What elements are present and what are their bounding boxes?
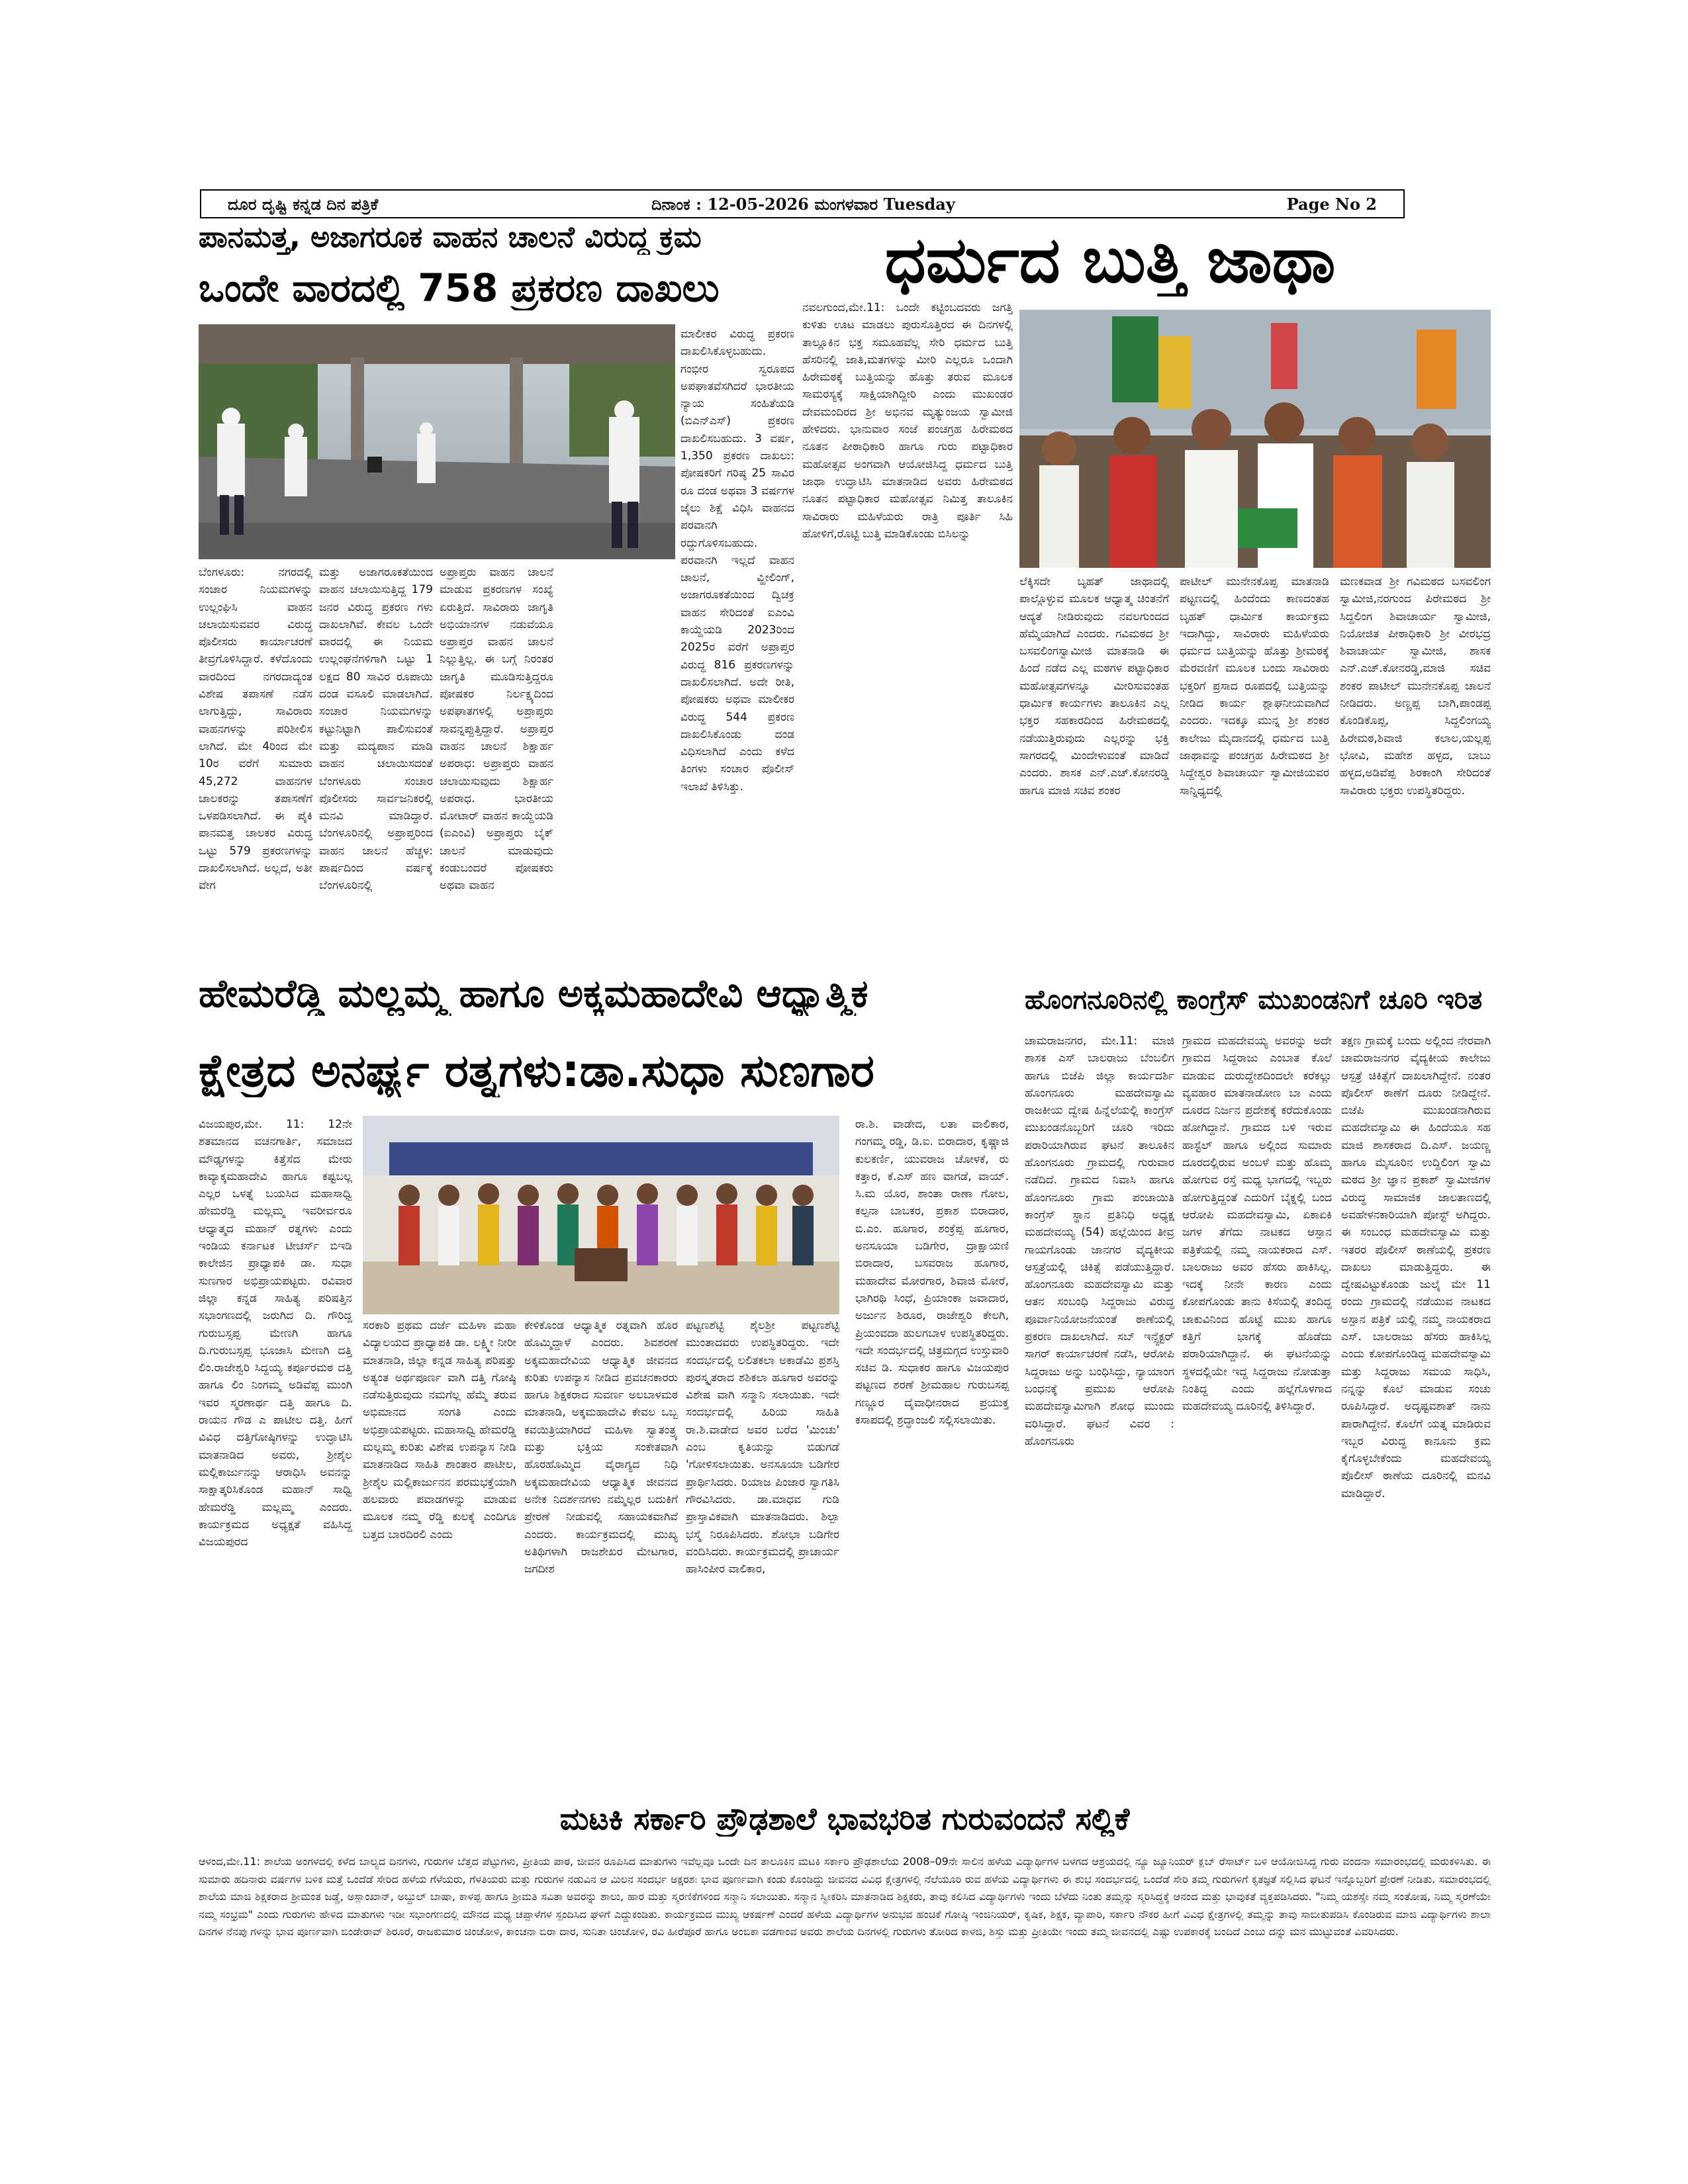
article4-headline: ಹೊಂಗನೂರಿನಲ್ಲಿ ಕಾಂಗ್ರೆಸ್ ಮುಖಂಡನಿಗೆ ಚೂರಿ ಇರಿತ [1025,985,1483,1015]
article3-col-3: ಕೇಳಿಕೊಂಡ ಆಧ್ಯಾತ್ಮಿಕ ರತ್ನವಾಗಿ ಹೊರ ಹೊಮ್ಮಿದ್ದಾಳೆ ಎಂದರು. ಶಿವಶರಣೆ ಅಕ್ಕಮಹಾದೇವಿಯ ಆಧ್ಯಾತ್ಮಿಕ ಜೀವನದ ಕುರಿತು ಉಪನ್ಯಾಸ ನೀಡಿದ ಪ್ರವಚನಕಾರರು ಹಾಗೂ ಶಿಕ್ಷಕರಾದ ಸುವರ್ಣ ಅಲಬಾಳಮಠ ಮಾತನಾಡಿ, ಅಕ್ಕಮಹಾದೇವಿ ಕೇವಲ ಒಬ್ಬ ಕವಯಿತ್ರಿಯಾಗಿರದೆ ಮಹಿಳಾ ಸ್ವಾತಂತ್ರ್ಯ ಮತ್ತು ಭಕ್ತಿಯ ಸಂಕೇತವಾಗಿ ಹೊರಹೊಮ್ಮಿದ ವೈರಾಗ್ಯದ ನಿಧಿ ಅಕ್ಕಮಹಾದೇವಿಯ ಆಧ್ಯಾತ್ಮಿಕ ಜೀವನದ ಅನೇಕ ನಿದರ್ಶನಗಳು ನಮ್ಮೆಲ್ಲರ ಬದುಕಿಗೆ ಪ್ರೇರಣೆ ನೀಡುವಲ್ಲಿ ಸಹಾಯಕವಾಗಿವೆ ಎಂದರು. ಕಾರ್ಯಕ್ರಮದಲ್ಲಿ ಮುಖ್ಯ ಅತಿಥಿಗಳಾಗಿ ರಾಜಶೇಖರ ಮೇಟಗಾರ, ಜಗದೀಶ [524,1319,678,1576]
article3-col-1: ವಿಜಯಪುರ,ಮೇ. 11: 12ನೇ ಶತಮಾನದ ವಚನಗಾರ್ತಿ, ಸಮಾಜದ ಮೌಢ್ಯಗಳನ್ನು ಕಿತ್ತೆಸೆದ ಮೇರು ಕಾವ್ಯಾಕ್ಕಮಹಾದೇವಿ ಹಾಗೂ ಕಷ್ಟಬಲ್ಲ ಎಲ್ಲರ ಒಳತ್ನೆ ಬಯಸಿದ ಮಹಾಸಾಧ್ವಿ ಹೇಮರೆಡ್ಡಿ ಮಲ್ಲಮ್ಮ ಇವರೀರ್ವರೂ ಆಧ್ಯಾತ್ಮದ ಮಹಾನ್ ರತ್ನಗಳು ಎಂದು ಇಂಡಿಯ ಕರ್ನಾಟಕ ಟೀಚರ್ಸ್ ಬಿಇಡಿ ಕಾಲೇಜಿನ ಪ್ರಾಧ್ಯಾಪಕಿ ಡಾ. ಸುಧಾ ಸುಣಗಾರ ಅಭಿಪ್ರಾಯಪಟ್ಟರು. ರವಿವಾರ ಜಿಲ್ಲಾ ಕನ್ನಡ ಸಾಹಿತ್ಯ ಪರಿಷತ್ತಿನ ಸಭಾಂಗಣದಲ್ಲಿ ಜರುಗಿದ ದಿ. ಗೌರಿದ್ದ ಗುರುಬಸ್ಸಪ್ಪ ಮೇಣಗಿ ಹಾಗೂ ದಿ.ಗುರುಬಸ್ಸಪ್ಪ ಭೂಜಾಸಿ ಮೇಣಗಿ ದತ್ತಿ ಲಿಂ.ರಾಜೇಶ್ವರಿ ಸಿದ್ದಯ್ಯ ಕರ್ಪೂರಮಠ ದತ್ತಿ ಹಾಗೂ ಲಿಂ ನಿಂಗಮ್ಮ ಅಡಿವೆಪ್ಪ ಮುಂಗಿ ಇವರ ಸ್ಮರಣಾರ್ಥ ದತ್ತಿ ಹಾಗೂ ದಿ. ರಾಯನ ಗೌಡ ಎ ಪಾಟೀಲ ದತ್ತಿ. ಹೀಗೆ ವಿವಿಧ ದತ್ತಿಗೋಷ್ಠಿಗಳನ್ನು ಉದ್ಘಾಟಿಸಿ ಮಾತನಾಡಿದ ಅವರು, ಶ್ರೀಶೈಲ ಮಲ್ಲಿಕಾರ್ಜುನನ್ನು ಆರಾಧಿಸಿ ಅವನನ್ನು ಸಾಕ್ಷಾತ್ಕರಿಸಿಕೊಂಡ ಮಹಾನ್ ಸಾಧ್ವಿ ಹೇಮರೆಡ್ಡಿ ಮಲ್ಲಮ್ಮ ಎಂದರು. ಕಾರ್ಯಕ್ರಮದ ಅಧ್ಯಕ್ಷತೆ ವಹಿಸಿದ್ದ ವಿಜಯಪುರದ [199,1118,352,1549]
article2-col-1: ನವಲಗುಂದ,ಮೇ.11: ಒಂದೇ ಕಟ್ಟಿಂಬದವರು ಜಗತ್ತಿ ಕುಳಿತು ಊಟ ಮಾಡಲು ಪುರುಸೊತ್ತಿರದ ಈ ದಿನಗಳಲ್ಲಿ ತಾಲ್ಲೂಕಿನ ಭಕ್ತ ಸಮೂಹವೆಲ್ಲ ಸೇರಿ ಧರ್ಮದ ಬುತ್ತಿ ಹೆಸರಿನಲ್ಲಿ ಜಾತಿ,ಮತಗಳನ್ನು ಮೀರಿ ಎಲ್ಲರೂ ಒಂದಾಗಿ ಹಿರೇಮಠಕ್ಕೆ ಬುತ್ತಿಯನ್ನು ಹೊತ್ತು ತರುವ ಮೂಲಕ ಸಾಮರಸ್ಯಕ್ಕೆ ಸಾಕ್ಷಿಯಾಗಿದ್ದೀರಿ ಎಂದು ಮುಖಂಡರ ದೇವಮಂದಿರದ ಶ್ರೀ ಅಭಿನವ ಮೃತ್ಯುಂಜಯ ಸ್ವಾಮೀಜಿ ಹೇಳಿದರು. ಭಾನುವಾರ ಸಂಜೆ ಪಂಚಗ್ರಹ ಹಿರೇಮಠದ ನೂತನ ಪೀಠಾಧಿಕಾರಿ ಹಾಗೂ ಗುರು ಪಟ್ಟಾಧಿಕಾರ ಮಹೋತ್ಸವ ಅಂಗವಾಗಿ ಆಯೋಜಿಸಿದ್ದ ಧರ್ಮದ ಬುತ್ತಿ ಜಾಥಾ ಉದ್ಘಾಟಿಸಿ ಮಾತನಾಡಿದ ಅವರು ಹಿರೇಮಠದ ನೂತನ ಪಟ್ಟಾಧಿಕಾರ ಮಹೋತ್ಸವ ನಿಮಿತ್ತ ತಾಲೂಕಿನ ಸಾವಿರಾರು ಮಹಿಳೆಯರು ರಾತ್ರಿ ಪೂರ್ತಿ ಸಿಹಿ ಹೋಳಿಗೆ,ರೊಟ್ಟಿ ಬುತ್ತಿ ಮಾಡಿಕೊಂಡು ಬಿಸಿಲನ್ನು [802,301,1013,541]
article2-headline: ಧರ್ಮದ ಬುತ್ತಿ ಜಾಥಾ [884,224,1336,297]
article5-headline: ಮಟಕಿ ಸರ್ಕಾರಿ ಪ್ರೌಢಶಾಲೆ ಭಾವಭರಿತ ಗುರುವಂದನೆ ಸಲ್ಲಿಕೆ [559,1801,1130,1837]
article5-body: ಆಳಂದ,ಮೇ.11: ಶಾಲೆಯ ಅಂಗಳದಲ್ಲಿ ಕಳೆದ ಬಾಲ್ಯದ ದಿನಗಳು, ಗುರುಗಳ ಬೆತ್ತದ ಪೆಟ್ಟುಗಳು, ಪ್ರೀತಿಯ ಪಾಠ, ಜೀವನ ರೂಪಿಸಿದ ಮಾತುಗಳು ಇವೆಲ್ಲವೂ ಒಂದೇ ದಿನ ತಾಲೂಕಿನ ಮಟಕಿ ಸರ್ಕಾರಿ ಪ್ರೌಢಶಾಲೆಯ 2008–09ನೇ ಸಾಲಿನ ಹಳೆಯ ವಿದ್ಯಾರ್ಥಿಗಳ ಬಳಗದ ಆಶ್ರಯದಲ್ಲಿ ನ್ಯೂ ಜ್ಯೂನಿಯರ್ ಕ್ಲಬ್ ರೆಸಾರ್ಟ್ ಬಳಿ ಆಯೋಜಿಸಿದ್ದ ಗುರು ವಂದನಾ ಸಮಾರಂಭದಲ್ಲಿ ಮರುಕಳಿಸಿತು. ಈ ಸುಮಾರು ಹದಿನಾರು ವರ್ಷಗಳ ಬಳಿಕ ಮತ್ತೆ ಒಂದೆಡೆ ಸೇರಿದ ಹಳೆಯ ಗೆಳೆಯರು, ಗೆಳತಿಯರು ಮತ್ತು ಗುರುಗಳ ನಡುವಿನ ಆ ಮಿಲನ ಸಂದರ್ಭ ಅಕ್ಷರಶಃ ಭಾವ ಪೂರ್ಣವಾಗಿ ಕಂಡು ಕೊಂಡಿದ್ದು ಜೀವನದ ವಿವಿಧ ಕ್ಷೇತ್ರಗಳಲ್ಲಿ ನೆಲೆಯೂರಿ ರುವ ಹಳೆಯ ವಿದ್ಯಾರ್ಥಿಗಳು ಈ ಶುಭ ಸಂದರ್ಭದಲ್ಲಿ ಒಂದೆಡೆ ಸೇರಿ ತಮ್ಮ ಗುರುಗಳಿಗೆ ಕೃತಜ್ಞತೆ ಸಲ್ಲಿಸಿದ ಘಟನೆ ಇನ್ನೊಬ್ಬರಿಗೆ ಪ್ರೇರಣೆ ನೀಡಿತು. ಸಮಾರಂಭದಲ್ಲಿ ಶಾಲೆಯ ಮಾಜಿ ಶಿಕ್ಷಕರಾದ ಶ್ರೀಮಂತ ಜಡ್ಡೆ, ಅಸ್ಲಾಂಖಾನ್, ಅಬ್ದುಲ್ ಬಾಷಾ, ಕಾಳಪ್ಪ ಹಾಗೂ ಶ್ರೀಮತಿ ಸವಿತಾ ಅವರನ್ನು ಶಾಲು, ಹಾರ ಮತ್ತು ಸ್ಮರಣಿಕೆಗಳಿಂದ ಸನ್ಮಾನಿ ಸಲಾಯಿತು. ಸನ್ಮಾನ ಸ್ವೀಕರಿಸಿ ಮಾತನಾಡಿದ ಶಿಕ್ಷಕರು, ತಾವು ಕಲಿಸಿದ ವಿದ್ಯಾರ್ಥಿಗಳು ಇಂದು ಬೆಳೆದು ನಿಂತು ತಮ್ಮನ್ನು ಸ್ಮರಿಸಿದ್ದಕ್ಕೆ ಆನಂದ ಮತ್ತು ಭಾವುಕತೆ ವ್ಯಕ್ತಪಡಿಸಿದರು. "ನಿಮ್ಮ ಯಶಸ್ಸೇ ನಮ್ಮ ಸಂತೋಷ, ನಿಮ್ಮ ಸ್ಮರಣೆಯೇ ನಮ್ಮ ಸಂಭ್ರಮ" ಎಂದು ಗುರುಗಳು ಹೇಳಿದ ಮಾತುಗಳು ಇಡೀ ಸಭಾಂಗಣದಲ್ಲಿ ಮೌನದ ಮಧ್ಯ ಚಪ್ಪಾಳೆಗಳ ಸ್ಪಂದಿಸಿದ ಘಳಿಗೆ ಎದ್ದುಕಂಡಿತು. ಕಾರ್ಯಕ್ರಮದ ಮುಖ್ಯ ಆಕರ್ಷಣೆ ಎಂದರೆ ಹಳೆಯ ವಿದ್ಯಾರ್ಥಿಗಳ ಅನುಭವ ಹಂಚಿಕೆ ಗೋಷ್ಠಿ ಇಂಜಿನಿಯರ್, ಕೃಷಿಕ, ಶಿಕ್ಷಕ, ವ್ಯಾಪಾರಿ, ಸರ್ಕಾರಿ ನೌಕರ ಹೀಗೆ ವಿವಿಧ ಕ್ಷೇತ್ರಗಳಲ್ಲಿ ತಮ್ಮನ್ನು ತಾವು ಸಾಬೀತುಪಡಿಸಿ ಕೊಂಡಿರುವ ಮಾಜಿ ವಿದ್ಯಾರ್ಥಿಗಳು ಶಾಲಾ ದಿನಗಳ ನೆನಪು ಗಳನ್ನು ಭಾವ ಪೂರ್ಣವಾಗಿ ಬಿಂಡೇರಾವ್ ಶಿರೂರೆ, ರಾಜಕುಮಾರ ಚಿಂಚೋಳಿ, ಕಾಂಚನಾ ಬಿರಾ ದಾರ, ಸುನಿತಾ ಚಿಂಚೋಳಿ, ರವಿ ಹೀರೆಪೂರೆ ಹಾಗೂ ಅಂಬಿಕಾ ವಡಗಾಂವ ಅವರು ಶಾಲೆಯ ದಿನಗಳಲ್ಲಿ ಗುರುಗಳು ತೋರಿದ ಕಾಳಜಿ, ಶಿಸ್ತು ಮತ್ತು ಪ್ರೀತಿಯೇ ಇಂದು ತಮ್ಮ ಜೀವನದಲ್ಲಿ ಎಷ್ಟು ಉಪಕಾರಕ್ಕೆ ಬಂದಿದೆ ಎಂಬು ದನ್ನು ಮನ ಮುಟ್ಟುವಂತೆ ವಿವರಿಸಿದರು. [199,1855,1491,1938]
article2-col-4: ಮಣಕವಾಡ ಶ್ರೀ ಗವಿಮಠದ ಬಸವಲಿಂಗ ಸ್ವಾಮೀಜಿ,ನರಗುಂದ ಪಿರೇಮಠದ ಶ್ರೀ ಸಿದ್ದಲಿಂಗ ಶಿವಾಚಾರ್ಯ ಸ್ವಾಮೀಜಿ, ನಿಯೋಜಿತ ಪೀಠಾಧಿಕಾರಿ ಶ್ರೀ ವೀರಭದ್ರ ಶಿವಾಚಾರ್ಯ ಸ್ವಾಮೀಜಿ, ಶಾಸಕ ಎನ್.ಎಚ್.ಕೋನರಡ್ಡಿ,ಮಾಜಿ ಸಚಿವ ಶಂಕರ ಪಾಟೀಲ್ ಮುನೇನಕೊಪ್ಪ ಚಾಲನೆ ನೀಡಿದರು. ಅಣ್ಣಪ್ಪ ಬಾಗಿ,ಪಾಂಡಪ್ಪ ಕೊಂಡಿಕೊಪ್ಪ, ಸಿದ್ದಲಿಂಗಯ್ಯ ಹಿರೇಮಠ,ಶಿವಾಜಿ ಕಲಾಲ,ಯಲ್ಲಪ್ಪ ಭೋವಿ, ಮಹೇಶ ಹಳ್ಳದ, ಬಾಬು ಹಳ್ಳದ,ಅಡಿವೆಪ್ಪ ಶಿರಕಾಂಗಿ ಸೇರಿದಂತೆ ಸಾವಿರಾರು ಭಕ್ತರು ಉಪಸ್ಥಿತರಿದ್ದರು. [1340,575,1491,797]
article4-col-2: ಗ್ರಾಮದ ಮಹದೇವಯ್ಯ ಅವರನ್ನು ಅದೇ ಗ್ರಾಮದ ಸಿದ್ದರಾಜು ಎಂಬಾತ ಕೊಲೆ ಮಾಡುವ ದುರುದ್ದೇಶದಿಂದಲೇ ಕರೆಕಲ್ಲು ವ್ಯವಹಾರ ಮಾತನಾಡೋಣ ಬಾ ಎಂದು ದೂರದ ನಿರ್ಜನ ಪ್ರದೇಶಕ್ಕೆ ಕರೆದುಕೊಂಡು ಹೋಗಿದ್ದಾನೆ. ಗ್ರಾಮದ ಬಳಿ ಇರುವ ಹಾಸ್ಟೆಲ್ ಹಾಗೂ ಅಲ್ಲಿಂದ ಸುಮಾರು ದೂರದಲ್ಲಿರುವ ಅಂಬಳೆ ಮತ್ತು ಹೊಮ್ಮ ಹೋಗುವ ರಸ್ತೆ ಮಧ್ಯ ಭಾಗದಲ್ಲಿ ಇಬ್ಬರು ಹೋಗುತ್ತಿದ್ದಂತೆ ಎದುರಿಗೆ ಬೈಕ್ನಲ್ಲಿ ಬಂದ ಆರೋಪಿ ಮಹದೇವಸ್ವಾಮಿ, ಏಕಾಏಕಿ ಜಗಳ ತೆಗೆದು ನಾಟಕದ ಆಸ್ಪಾನ ಪತ್ರಿಕೆಯಲ್ಲಿ ನಮ್ಮ ನಾಯಕರಾದ ಎಸ್. ಬಾಲರಾಜು ಅವರ ಹೆಸರು ಹಾಕಿಸಿಲ್ಲ. ಇದಕ್ಕೆ ನೀನೇ ಕಾರಣ ಎಂದು ಕೋಪಗೊಂಡು ತಾನು ಕಿಸೆಯಲ್ಲಿ ತಂದಿದ್ದ ಚಾಕುವಿನಿಂದ ಹೊಟ್ಟೆ ಮುಖ ಹಾಗೂ ಕತ್ತಿಗೆ ಭಾಗಕ್ಕೆ ಹೊಡೆದು ಪರಾರಿಯಾಗಿದ್ದಾನೆ. ಈ ಘಟನೆಯನ್ನು ಸ್ಥಳದಲ್ಲಿಯೇ ಇದ್ದ ಸಿದ್ದರಾಜು ನೋಡುತ್ತಾ ನಿಂತಿದ್ದ ಎಂದು ಹಲ್ಲೆಗೊಳಗಾದ ಮಹದೇವಯ್ಯ ದೂರಿನಲ್ಲಿ ತಿಳಿಸಿದ್ದಾರೆ. [1182,1034,1332,1414]
article1-headline-line1: ಪಾನಮತ್ತ, ಅಜಾಗರೂಕ ವಾಹನ ಚಾಲನೆ ವಿರುದ್ಧ ಕ್ರಮ [199,221,702,254]
issue-date: ದಿನಾಂಕ : 12-05-2026 ಮಂಗಳವಾರ Tuesday [651,194,955,214]
article4-col-1: ಚಾಮರಾಜನಗರ, ಮೇ.11: ಮಾಜಿ ಶಾಸಕ ಎಸ್ ಬಾಲರಾಜು ಬೆಂಬಲಿಗ ಹಾಗೂ ಬಿಜೆಪಿ ಜಿಲ್ಲಾ ಕಾರ್ಯದರ್ಶಿ ಹೊಂಗನೂರು ಮಹದೇವಸ್ವಾಮಿ ರಾಜಕೀಯ ದ್ವೇಷ ಹಿನ್ನೆಲೆಯಲ್ಲಿ ಕಾಂಗ್ರೆಸ್ ಮುಖಂಡನೊಬ್ಬರಿಗೆ ಚೂರಿ ಇರಿದು ಪರಾರಿಯಾಗಿರುವ ಘಟನೆ ತಾಲೂಕಿನ ಹೊಂಗನೂರು ಗ್ರಾಮದಲ್ಲಿ ಗುರುವಾರ ನಡೆದಿದೆ. ಗ್ರಾಮದ ನಿವಾಸಿ ಹಾಗೂ ಹೊಂಗನೂರು ಗ್ರಾಮ ಪಂಚಾಯಿತಿ ಕಾಂಗ್ರೆಸ್ ಸ್ಥಾನ ಪ್ರತಿನಿಧಿ ಅಧ್ಯಕ್ಷ ಮಹದೇವಯ್ಯ (54) ಹಲ್ಲೆಯಿಂದ ತೀವ್ರ ಗಾಯಗೊಂಡು ಜಾನಗರ ವೈದ್ಯಕೀಯ ಆಸ್ಪತ್ರೆಯಲ್ಲಿ ಚಿಕಿತ್ಸೆ ಪಡೆಯುತ್ತಿದ್ದಾರೆ. ಹೊಂಗನೂರು ಮಹದೇವಸ್ವಾಮಿ ಮತ್ತು ಆತನ ಸಂಬಂಧಿ ಸಿದ್ದರಾಜು ವಿರುದ್ಧ ಪೂರ್ವಾನಿಯೋಜನೆಯಂತೆ ಠಾಣೆಯಲ್ಲಿ ಪ್ರಕರಣ ದಾಖಲಾಗಿದೆ. ಸಬ್ ಇನ್ಸ್ಪೆಕ್ಟರ್ ಸಾಗರ್ ಕಾರ್ಯಾಚರಣೆ ನಡೆಸಿ, ಆರೋಪಿ ಸಿದ್ದರಾಜು ಅನ್ನು ಬಂಧಿಸಿದ್ದು, ನ್ಯಾಯಾಂಗ ಬಂಧನಕ್ಕೆ ಪ್ರಮುಖ ಆರೋಪಿ ಮಹದೇವಸ್ವಾಮಿಗಾಗಿ ಶೋಧ ಮುಂದು ವರಿಸಿದ್ದಾರೆ. ಘಟನೆ ವಿವರ : ಹೊಂಗನೂರು [1025,1034,1174,1448]
article3-headline-line2: ಕ್ಷೇತ್ರದ ಅನರ್ಘ್ಯ ರತ್ನಗಳು:ಡಾ.ಸುಧಾ ಸುಣಗಾರ [199,1046,874,1097]
article1-col-1: ಬೆಂಗಳೂರು: ನಗರದಲ್ಲಿ ಸಂಚಾರ ನಿಯಮಗಳನ್ನು ಉಲ್ಲಂಘಿಸಿ ವಾಹನ ಚಲಾಯಿಸುವವರ ವಿರುದ್ಧ ಪೊಲೀಸರು ಕಾರ್ಯಾಚರಣೆ ತೀವ್ರಗೊಳಿಸಿದ್ದಾರೆ. ಕಳೆದೊಂದು ವಾರದಿಂದ ನಗರದಾದ್ಯಂತ ವಿಶೇಷ ತಪಾಸಣೆ ನಡೆಸ ಲಾಗುತ್ತಿದ್ದು, ಸಾವಿರಾರು ವಾಹನಗಳನ್ನು ಪರಿಶೀಲಿಸ ಲಾಗಿದೆ. ಮೇ 4ರಿಂದ ಮೇ 10ರ ವರೆಗೆ ಸುಮಾರು 45,272 ವಾಹನಗಳ ಚಾಲಕರನ್ನು ತಪಾಸಣೆಗೆ ಒಳಪಡಿಸಲಾಗಿದೆ. ಈ ಪೈಕಿ ಪಾನಮತ್ತ ಚಾಲಕರ ವಿರುದ್ಧ ಒಟ್ಟು 579 ಪ್ರಕರಣಗಳನ್ನು ದಾಖಲಿಸಲಾಗಿದೆ. ಅಲ್ಲದೆ, ಅತೀ ವೇಗ [199,566,312,893]
article1-col-4: ಮಾಲೀಕರ ವಿರುದ್ಧ ಪ್ರಕರಣ ದಾಖಲಿಸಿಕೊಳ್ಳಬಹುದು. ಗಂಭೀರ ಸ್ವರೂಪದ ಅಪಘಾತವೆಸಗಿದರೆ ಭಾರತೀಯ ನ್ಯಾಯ ಸಂಹಿತೆಯಡಿ (ಬಿಎನ್ಎಸ್) ಪ್ರಕರಣ ದಾಖಲಿಸಬಹುದು. 3 ವರ್ಷ, 1,350 ಪ್ರಕರಣ ದಾಖಲು: ಪೋಷಕರಿಗೆ ಗರಿಷ್ಠ 25 ಸಾವಿರ ರೂ ದಂಡ ಅಥವಾ 3 ವರ್ಷಗಳ ಜೈಲು ಶಿಕ್ಷೆ ವಿಧಿಸಿ ವಾಹನದ ಪರವಾನಗಿ ರದ್ದುಗೊಳಿಸಬಹುದು. ಪರವಾನಗಿ ಇಲ್ಲದೆ ವಾಹನ ಚಾಲನೆ, ವ್ಹೀಲಿಂಗ್, ಅಜಾಗರೂಕತೆಯಿಂದ ದ್ವಿಚಕ್ರ ವಾಹನ ಸೇರಿದಂತೆ ಐಎಂವಿ ಕಾಯ್ದೆಯಡಿ 2023ರಿಂದ 2025ರ ವರೆಗೆ ಅಪ್ರಾಪ್ತರ ವಿರುದ್ಧ 816 ಪ್ರಕರಣಗಳನ್ನು ದಾಖಲಿಸಲಾಗಿದೆ. ಅದೇ ರೀತಿ, ಪೋಷಕರು ಅಥವಾ ಮಾಲೀಕರ ವಿರುದ್ಧ 544 ಪ್ರಕರಣ ದಾಖಲಿಸಿಕೊಂಡು ದಂಡ ವಿಧಿಸಲಾಗಿದೆ ಎಂದು ಕಳೆದ ತಿಂಗಳು ಸಂಚಾರ ಪೊಲೀಸ್ ಇಲಾಖೆ ತಿಳಿಸಿತ್ತು. [680,328,794,794]
procession-photo [1019,310,1491,568]
article3-col-4: ಪಟ್ಟಣಶೆಟ್ಟಿ ಶೈಲಶ್ರೀ ಪಟ್ಟಣಶೆಟ್ಟಿ ಮುಂತಾದವರು ಉಪಸ್ಥಿತರಿದ್ದರು. ಇದೇ ಸಂದರ್ಭದಲ್ಲಿ ಲಲಿತಕಲಾ ಅಕಾಡೆಮಿ ಪ್ರಶಸ್ತಿ ಪುರಸ್ಕೃತರಾದ ಶಶಿಕಲಾ ಹೂಗಾರ ಅವರನ್ನು ವಿಶೇಷ ವಾಗಿ ಸನ್ಮಾನಿ ಸಲಾಯಿತು. ಇದೇ ಸಂದರ್ಭದಲ್ಲಿ ಹಿರಿಯ ಸಾಹಿತಿ ರಾ.ಶಿ.ವಾಡೇದ ಅವರ ಬರೆದ 'ಮಿಂಚು' ಎಂಬ ಕೃತಿಯನ್ನು ಬಿಡುಗಡೆ 'ಗೋಳಿಸಲಾಯಿತು. ಅನಸೂಯಾ ಬಡಿಗೇರ ಪ್ರಾರ್ಥಿಸಿದರು. ರಿಯಾಜ ಪಿಂಜಾರ ಸ್ವಾಗತಿಸಿ ಗೌರವಿಸಿದರು. ಡಾ.ಮಾಧವ ಗುಡಿ ಪ್ರಾಸ್ತಾವಿಕವಾಗಿ ಮಾತನಾಡಿದರು. ಶಿಲ್ಪಾ ಭಸ್ಮೆ ನಿರೂಪಿಸಿದರು. ಶೋಭಾ ಬಡಿಗೇರ ವಂದಿಸಿದರು. ಕಾರ್ಯಕ್ರಮದಲ್ಲಿ ಪ್ರಾಚಾರ್ಯ ಹಾಸಿಂಪೀರ ವಾಲಿಕಾರ, [686,1319,839,1576]
article2-col-2: ಲೆಕ್ಕಿಸದೇ ಬೃಹತ್ ಜಾಥಾದಲ್ಲಿ ಪಾಲ್ಗೊಳ್ಳುವ ಮೂಲಕ ಆಧ್ಯಾತ್ಮ ಚಿಂತನೆಗೆ ಆದ್ಯತೆ ನೀಡಿರುವುದು ನವಲಗುಂದದ ಹೆಮ್ಮೆಯಾಗಿದೆ ಎಂದರು. ಗವಿಮಠದ ಶ್ರೀ ಬಸವಲಿಂಗಸ್ವಾಮೀಜಿ ಮಾತನಾಡಿ ಈ ಹಿಂದೆ ನಡೆದ ಎಲ್ಲ ಮಠಗಳ ಪಟ್ಟಾಧಿಕಾರ ಮಹೋತ್ಸವಗಳನ್ನೂ ಮೀರಿಸುವಂತಹ ಧಾರ್ಮಿಕ ಕಾರ್ಯಗಳು ತಾಲೂಕಿನ ಎಲ್ಲ ಭಕ್ತರ ಸಹಕಾರದಿಂದ ಹಿರೇಮಠದಲ್ಲಿ ನಡೆಯುತ್ತಿರುವುದು ಎಲ್ಲರನ್ನು ಭಕ್ತಿ ಸಾಗರದಲ್ಲಿ ಮಿಂದೇಳುವಂತೆ ಮಾಡಿದೆ ಎಂದರು. ಶಾಸಕ ಎನ್.ಎಚ್.ಕೋನರಡ್ಡಿ ಹಾಗೂ ಮಾಜಿ ಸಚಿವ ಶಂಕರ [1019,575,1169,797]
article3-col-2: ಸರಕಾರಿ ಪ್ರಥಮ ದರ್ಜೆ ಮಹಿಳಾ ಮಹಾ ವಿದ್ಯಾಲಯದ ಪ್ರಾಧ್ಯಾಪಕಿ ಡಾ. ಲಕ್ಷ್ಮೀ ನೀರೀ ಮಾತನಾಡಿ, ಜಿಲ್ಲಾ ಕನ್ನಡ ಸಾಹಿತ್ಯ ಪರಿಷತ್ತು ಅತ್ಯಂತ ಅರ್ಥಪೂರ್ಣ ವಾಗಿ ದತ್ತಿ ಗೋಷ್ಠಿ ನಡೆಸುತ್ತಿರುವುದು ನಮಗೆಲ್ಲ ಹೆಮ್ಮೆ ತರುವ ಅಭಿಮಾನದ ಸಂಗತಿ ಎಂದು ಅಭಿಪ್ರಾಯಪಟ್ಟರು. ಮಹಾಸಾಧ್ವಿ ಹೇಮರೆಡ್ಡಿ ಮಲ್ಲಮ್ಮ ಕುರಿತು ವಿಶೇಷ ಉಪನ್ಯಾಸ ನೀಡಿ ಮಾತನಾಡಿದ ಸಾಹಿತಿ ಶಾಂತಾರ ಪಾಟೀಲ, ಶ್ರೀಶೈಲ ಮಲ್ಲಿಕಾರ್ಜುನನ ಪರಮಭಕ್ತೆಯಾಗಿ ಹಲವಾರು ಪವಾಡಗಳನ್ನು ಮಾಡುವ ಮೂಲಕ ನಮ್ಮ ರೆಡ್ಡಿ ಕುಲಕ್ಕೆ ಎಂದಿಗೂ ಬತ್ತದ ಬಾರದಿರಲಿ ಎಂದು [363,1319,516,1541]
article4-col-3: ತಕ್ಷಣ ಗ್ರಾಮಕ್ಕೆ ಬಂದು ಅಲ್ಲಿಂದ ನೇರವಾಗಿ ಚಾಮರಾಜನಗರ ವೈದ್ಯಕೀಯ ಕಾಲೇಜು ಆಸ್ಪತ್ರೆ ಚಿಕಿತ್ಸೆಗೆ ದಾಖಲಾಗಿದ್ದೇನೆ. ನಂತರ ಪೊಲೀಸ್ ಠಾಣೆಗೆ ದೂರು ನೀಡಿದ್ದೇನೆ. ಬಿಜೆಪಿ ಮುಖಂಡನಾಗಿರುವ ಮಹದೇವಸ್ವಾಮಿ ಈ ಹಿಂದೆಯೂ ಸಹ ಮಾಜಿ ಶಾಸಕರಾದ ದಿ.ಎಸ್. ಜಯಣ್ಣ ಹಾಗೂ ಮೈಸೂರಿನ ಉದ್ದಿಲಿಂಗ ಸ್ವಾಮಿ ಮಠದ ಶ್ರೀ ಜ್ಞಾನ ಪ್ರಕಾಶ್ ಸ್ವಾಮೀಜಿಗಳ ವಿರುದ್ಧ ಸಾಮಾಜಿಕ ಜಾಲತಾಣದಲ್ಲಿ ಅವಹೇಳನಕಾರಿಯಾಗಿ ಪೋಸ್ಟ್ ಅಗಿದ್ದರು. ಈ ಸಂಬಂಧ ಮಹದೇವಸ್ವಾಮಿ ಮತ್ತು ಇತರರ ಪೊಲೀಸ್ ಠಾಣೆಯಲ್ಲಿ ಪ್ರಕರಣ ದಾಖಲು ಮಾಡುತ್ತಿದ್ದರು. ಈ ದ್ವೇಷವಿಟ್ಟುಕೊಂಡು ಜುಲೈ ಮೇ 11 ರಂದು ಗ್ರಾಮದಲ್ಲಿ ನಡೆಯುವ ನಾಟಕದ ಅಸ್ಪಾನ ಪತ್ರಿಕೆ ಯಲ್ಲಿ ನಮ್ಮ ನಾಯಕರಾದ ಎಸ್. ಬಾಲರಾಜು ಹೆಸರು ಹಾಕಿಸಿಲ್ಲ ಎಂದು ಕೋಪಗೊಂಡಿದ್ದ ಮಹದೇವಸ್ವಾಮಿ ಮತ್ತು ಸಿದ್ದರಾಜು ಸಮಯ ಸಾಧಿಸಿ, ನನ್ನನ್ನು ಕೊಲೆ ಮಾಡುವ ಸಂಚು ರೂಪಿಸಿದ್ದಾರೆ. ಅದೃಷ್ಟವಶಾತ್ ನಾನು ಪಾರಾಗಿದ್ದೇನೆ. ಕೊಲೆಗೆ ಯತ್ನ ಮಾಡಿರುವ ಇಬ್ಬರ ವಿರುದ್ಧ ಕಾನೂನು ಕ್ರಮ ಕೈಗೊಳ್ಳಬೇಕೆಂದು ಮಹದೇವಯ್ಯ ಪೊಲೀಸ್ ಠಾಣೆಯ ದೂರಿನಲ್ಲಿ ಮನವಿ ಮಾಡಿದ್ದಾರೆ. [1341,1034,1491,1500]
event-group-photo [363,1116,839,1314]
article1-col-3: ಅಪ್ರಾಪ್ತರು ವಾಹನ ಚಾಲನೆ ಮಾಡುವ ಪ್ರಕರಣಗಳ ಸಂಖ್ಯೆ ಏರುತ್ತಿದೆ. ಸಾವಿರಾರು ಜಾಗೃತಿ ಅಭಿಯಾನಗಳ ನಡುವೆಯೂ ಅಪ್ರಾಪ್ತರ ವಾಹನ ಚಾಲನೆ ನಿಲ್ಲುತ್ತಿಲ್ಲ. ಈ ಬಗ್ಗೆ ನಿರಂತರ ಜಾಗೃತಿ ಮೂಡಿಸುತ್ತಿದ್ದರೂ ಪೋಷಕರ ನಿರ್ಲಕ್ಷ್ಯದಿಂದ ಅಪಘಾತಗಳಲ್ಲಿ ಅಪ್ರಾಪ್ತರು ಸಾವನ್ನಪ್ಪುತ್ತಿದ್ದಾರೆ. ಅಪ್ರಾಪ್ತರ ವಾಹನ ಚಾಲನೆ ಶಿಕ್ಷಾರ್ಹ ಅಪರಾಧ: ಅಪ್ರಾಪ್ತರು ವಾಹನ ಚಲಾಯಿಸುವುದು ಶಿಕ್ಷಾರ್ಹ ಅಪರಾಧ. ಭಾರತೀಯ ಮೋಟಾರ್ ವಾಹನ ಕಾಯ್ದೆಯಡಿ (ಐಎಂವಿ) ಅಪ್ರಾಪ್ತರು ಬೈಕ್ ಚಾಲನೆ ಮಾಡುವುದು ಕಂಡುಬಂದರೆ ಪೋಷಕರು ಅಥವಾ ವಾಹನ [440,566,553,893]
masthead [200,189,1405,218]
traffic-police-photo [199,324,675,559]
page-number: Page No 2 [1286,194,1377,214]
paper-name: ದೂರ ದೃಷ್ಟಿ ಕನ್ನಡ ದಿನ ಪತ್ರಿಕೆ [228,194,379,214]
article3-headline-line1: ಹೇಮರೆಡ್ಡಿ ಮಲ್ಲಮ್ಮ ಹಾಗೂ ಅಕ್ಕಮಹಾದೇವಿ ಆಧ್ಯಾತ್ಮಿಕ [199,972,868,1016]
article3-col-5: ರಾ.ಶಿ. ವಾಡೇದ, ಲತಾ ವಾಲಿಕಾರ, ಗಂಗಮ್ಮ ರಡ್ಡಿ, ಡಿ.ಐ. ಬಿರಾದಾರ, ಕೃಷ್ಣಾಜಿ ಕುಲಕರ್ಣಿ, ಯುವರಾಜ ಚೋಳಕೆ, ರು ಕತ್ತಾರ, ಕೆ.ಎಸ್ ಹಣ ವಾಗಡೆ, ವಾಯ್. ಸಿ.ಮ ಯೊರ, ಶಾಂತಾ ರಾಣಾ ಗೋಲ, ಕಲ್ಪನಾ ಬಾಬಕರ, ಪ್ರಕಾಶ ಬಿರಾದಾರ, ಬಿ.ಎಂ. ಹೂಗಾರ, ಶಂಕ್ರೆಪ್ಪ ಹೂಗಾರ, ಅನಸೂಯಾ ಬಡಿಗೇರ, ದ್ರಾಕ್ಷಾಯಣಿ ಬಿರಾದಾರ, ಬಸವರಾಜ ಹೂಗಾರ, ಮಹಾದೇವ ಮೋರಗಾರ, ಶಿವಾಜಿ ಮೋರೆ, ಭಾಗಿರಥಿ ಸಿಂಧೆ, ಪ್ರಿಯಾಂಕಾ ಜವಾದಾರ, ಅರ್ಜುನ ಶಿರೂರ, ರಾಜೇಶ್ವರಿ ಕೇಲಗಿ, ಪ್ರಿಯಂವದಾ ಹುಲಗಬಾಳ ಉಪಸ್ಥಿತರಿದ್ದರು. ಇದೇ ಸಂದರ್ಭದಲ್ಲಿ ಚಿತ್ರಮಗ್ಗದ ಉಸ್ತುವಾರಿ ಸಚಿವ ಡಿ. ಸುಧಾಕರ ಹಾಗೂ ವಿಜಯಪುರ ಪಟ್ಟಣದ ಶರಣೆ ಶ್ರೀಮಹಾಲ ಗುರುಬಸಪ್ಪ ಗಣ್ಣೂರ ದೈವಾಧೀನರಾದ ಪ್ರಯುಕ್ತ ಕಸಾಪದಲ್ಲಿ ಶ್ರದ್ಧಾಂಜಲಿ ಸಲ್ಲಿಸಲಾಯಿತು. [855,1118,1009,1428]
article1-col-2: ಮತ್ತು ಅಜಾಗರೂಕತೆಯಿಂದ ವಾಹನ ಚಲಾಯಿಸುತ್ತಿದ್ದ 179 ಜನರ ವಿರುದ್ಧ ಪ್ರಕರಣ ಗಳು ದಾಖಲಾಗಿವೆ. ಕೇವಲ ಒಂದೇ ವಾರದಲ್ಲಿ ಈ ನಿಯಮ ಉಲ್ಲಂಘನೆಗಳಿಗಾಗಿ ಒಟ್ಟು 1 ಲಕ್ಷದ 80 ಸಾವಿರ ರೂಪಾಯಿ ದಂಡ ವಸೂಲಿ ಮಾಡಲಾಗಿದೆ. ಸಂಚಾರ ನಿಯಮಗಳನ್ನು ಕಟ್ಟುನಿಟ್ಟಾಗಿ ಪಾಲಿಸುವಂತೆ ಮತ್ತು ಮದ್ಯಪಾನ ಮಾಡಿ ವಾಹನ ಚಲಾಯಿಸದಂತೆ ಬೆಂಗಳೂರು ಸಂಚಾರ ಪೊಲೀಸರು ಸಾರ್ವಜನಿಕರಲ್ಲಿ ಮನವಿ ಮಾಡಿದ್ದಾರೆ. ಬೆಂಗಳೂರಿನಲ್ಲಿ ಅಪ್ರಾಪ್ತರಿಂದ ವಾಹನ ಚಾಲನೆ ಹೆಚ್ಚಳ: ಪಾರ್ಷದಿಂದ ವರ್ಷಕ್ಕೆ ಬೆಂಗಳೂರಿನಲ್ಲಿ [319,566,433,893]
article1-headline-line2: ಒಂದೇ ವಾರದಲ್ಲಿ 758 ಪ್ರಕರಣ ದಾಖಲು [199,266,720,310]
article2-col-3: ಪಾಟೀಲ್ ಮುನೇನಕೊಪ್ಪ ಮಾತನಾಡಿ ಪಟ್ಟಣದಲ್ಲಿ ಹಿಂದೆಂದು ಕಾಣದಂತಹ ಬೃಹತ್ ಧಾರ್ಮಿಕ ಕಾರ್ಯಕ್ರಮ ಇದಾಗಿದ್ದು, ಸಾವಿರಾರು ಮಹಿಳೆಯರು ಧರ್ಮದ ಬುತ್ತಿಯನ್ನು ಹೊತ್ತು ಶ್ರೀಮಠಕ್ಕೆ ಮೆರವಣಿಗೆ ಮೂಲಕ ಬಂದು ಸಾವಿರಾರು ಭಕ್ತರಿಗೆ ಪ್ರಸಾದ ರೂಪದಲ್ಲಿ ಬುತ್ತಿಯನ್ನು ನೀಡಿದ ಕಾರ್ಯ ಶ್ಲಾಘನೀಯವಾಗಿದೆ ಎಂದರು. ಇದಕ್ಕೂ ಮುನ್ನ ಶ್ರೀ ಶಂಕರ ಕಾಲೇಜು ಮೈದಾನದಲ್ಲಿ ಧರ್ಮದ ಬುತ್ತಿ ಜಾಥಾವನ್ನು ಪಂಚಗ್ರಹ ಹಿರೇಮಠದ ಶ್ರೀ ಸಿದ್ದೇಶ್ವರ ಶಿವಾಚಾರ್ಯ ಸ್ವಾಮೀಜಿಯವರ ಸಾನ್ನಿಧ್ಯದಲ್ಲಿ [1180,575,1329,797]
